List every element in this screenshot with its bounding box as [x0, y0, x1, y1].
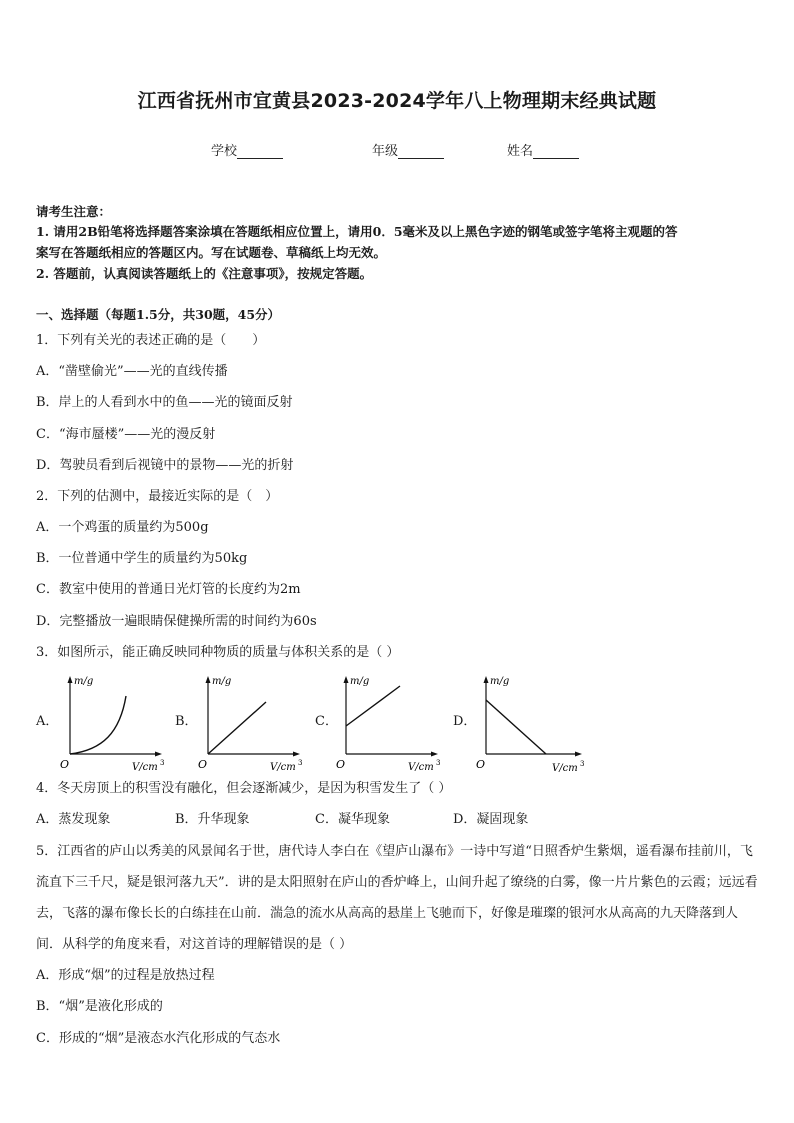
q5-option-c: C．形成的“烟”是液态水汽化形成的气态水 — [36, 1031, 281, 1046]
x-axis-label: V/cm — [132, 762, 158, 772]
x-axis-sup: 3 — [436, 759, 441, 767]
school-blank[interactable] — [237, 144, 283, 159]
name-label: 姓名 — [507, 144, 534, 159]
notice-line-1: 1. 请用2B铅笔将选择题答案涂填在答题纸相应位置上，请用0．5毫米及以上黑色字迹的钢笔或签字笔将主观题的答 — [36, 224, 678, 239]
name-field — [507, 140, 579, 159]
q5-option-a: A．形成“烟”的过程是放热过程 — [36, 968, 215, 983]
q3-label-c: C． — [315, 714, 338, 729]
x-axis-label: V/cm — [552, 763, 578, 774]
q2-option-a: A．一个鸡蛋的质量约为500g — [36, 520, 209, 535]
intercept-line — [346, 686, 400, 726]
proportional-line — [208, 702, 266, 754]
y-axis-arrow — [206, 676, 211, 683]
origin-label: O — [60, 758, 70, 771]
q5-option-b: B．“烟”是液化形成的 — [36, 999, 163, 1014]
q2-stem: 2．下列的估测中，最接近实际的是（ ） — [36, 489, 279, 504]
q4-option-b: B．升华现象 — [175, 812, 250, 827]
q3-graph-c — [334, 672, 446, 772]
q3-label-d: D． — [453, 714, 477, 729]
decreasing-line — [486, 700, 546, 754]
q4-option-c: C．凝华现象 — [315, 812, 390, 827]
q3-graph-d — [474, 672, 592, 776]
y-axis-label: m/g — [74, 676, 94, 687]
x-axis-sup: 3 — [580, 760, 585, 768]
q1-option-b: B．岸上的人看到水中的鱼——光的镜面反射 — [36, 395, 293, 410]
grade-blank[interactable] — [398, 144, 444, 159]
q4-option-d: D．凝固现象 — [453, 812, 529, 827]
y-axis-arrow — [68, 676, 73, 683]
page-title: 江西省抚州市宜黄县2023-2024学年八上物理期末经典试题 — [137, 90, 657, 112]
q1-option-a: A．“凿壁偷光”——光的直线传播 — [36, 364, 228, 379]
y-axis-arrow — [484, 676, 489, 683]
q4-option-a: A．蒸发现象 — [36, 812, 111, 827]
name-blank[interactable] — [533, 144, 579, 159]
x-axis-sup: 3 — [160, 759, 165, 767]
grade-label: 年级 — [372, 144, 399, 159]
q2-option-c: C．教室中使用的普通日光灯管的长度约为2m — [36, 582, 301, 597]
q1-option-c: C．“海市蜃楼”——光的漫反射 — [36, 427, 216, 442]
school-label: 学校 — [211, 144, 238, 159]
x-axis-sup: 3 — [298, 759, 303, 767]
x-axis-arrow — [575, 752, 582, 757]
origin-label: O — [476, 758, 486, 771]
notice-line-2: 案写在答题纸相应的答题区内。写在试题卷、草稿纸上均无效。 — [36, 245, 387, 260]
school-field — [211, 140, 283, 159]
x-axis-label: V/cm — [270, 762, 296, 772]
origin-label: O — [198, 758, 208, 771]
origin-label: O — [336, 758, 346, 771]
y-axis-label: m/g — [490, 676, 510, 687]
q2-option-d: D．完整播放一遍眼睛保健操所需的时间约为60s — [36, 614, 317, 629]
q5-stem: 5．江西省的庐山以秀美的风景闻名于世，唐代诗人李白在《望庐山瀑布》一诗中写道“日照香炉生紫烟，遥看瀑布挂前川，飞流直下三千尺，疑是银河落九天”．讲的是太阳照射在庐山的香炉峰上，山间升起了缭绕的白雾，像一片片紫色的云霞；远远看去，飞落的瀑布像长长的白练挂在山前．湍急的流水从高高的悬崖上飞驰而下，好像是璀璨的银河水从高高的九天降落到人间．从科学的角度来看，对这首诗的理解错误的是（ ） — [36, 844, 758, 952]
q1-stem: 1．下列有关光的表述正确的是（ ） — [36, 333, 266, 348]
q3-label-b: B． — [175, 714, 198, 729]
q1-option-d: D．驾驶员看到后视镜中的景物——光的折射 — [36, 458, 294, 473]
notice-line-3: 2. 答题前，认真阅读答题纸上的《注意事项》，按规定答题。 — [36, 266, 373, 281]
y-axis-arrow — [344, 676, 349, 683]
notice-heading: 请考生注意： — [36, 204, 112, 219]
y-axis-label: m/g — [212, 676, 232, 687]
section-heading: 一、选择题（每题1.5分，共30题，45分） — [36, 307, 281, 322]
q3-graph-b — [196, 672, 308, 772]
q3-graph-a — [58, 672, 170, 772]
q4-stem: 4．冬天房顶上的积雪没有融化，但会逐渐减少，是因为积雪发生了（ ） — [36, 781, 452, 796]
x-axis-arrow — [155, 752, 162, 757]
x-axis-arrow — [431, 752, 438, 757]
grade-field — [372, 140, 444, 159]
x-axis-arrow — [293, 752, 300, 757]
q3-stem: 3．如图所示，能正确反映同种物质的质量与体积关系的是（ ） — [36, 645, 400, 660]
q3-label-a: A． — [36, 714, 59, 729]
q2-option-b: B．一位普通中学生的质量约为50kg — [36, 551, 248, 566]
y-axis-label: m/g — [350, 676, 370, 687]
curve-line — [70, 696, 126, 754]
x-axis-label: V/cm — [408, 762, 434, 772]
